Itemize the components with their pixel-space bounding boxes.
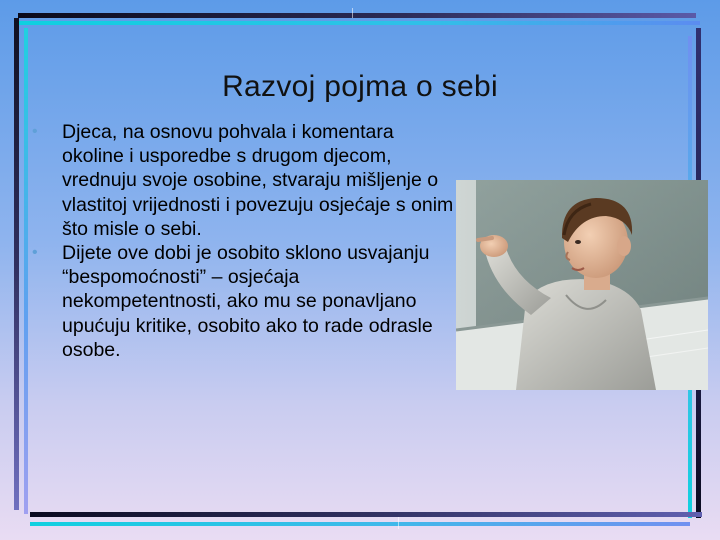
frame-top-dark-bar [18, 13, 696, 18]
bullet-dot-icon: • [32, 244, 38, 262]
bullet-text: Dijete ove dobi je osobito sklono usvajanju “bespomoćnosti” – osjećaja nekompetentnosti, ako mu se ponavljano upućuju kritike, osobito ako to rade odrasle osobe. [62, 242, 433, 361]
frame-top-cyan-bar [18, 21, 700, 25]
slide-title: Razvoj pojma o sebi [222, 70, 498, 103]
bullet-dot-icon: • [32, 123, 38, 140]
bullet-text: Djeca, na osnovu pohvala i komentara okoline i usporedbe s drugom djecom, vrednuju svoje osobine, stvaraju mišljenje o vlastitoj vrijednosti i povezuju osjećaje s onim što misle o sebi. [62, 121, 454, 240]
bullet-list [32, 120, 457, 362]
frame-tick [398, 517, 399, 529]
boy-writing-on-chalkboard-photo [456, 180, 708, 390]
bullet-item [32, 120, 457, 241]
frame-bottom-dark-bar [30, 512, 702, 517]
bullet-item [32, 241, 457, 362]
frame-tick [352, 8, 353, 18]
frame-bottom-cyan-bar [30, 522, 690, 526]
